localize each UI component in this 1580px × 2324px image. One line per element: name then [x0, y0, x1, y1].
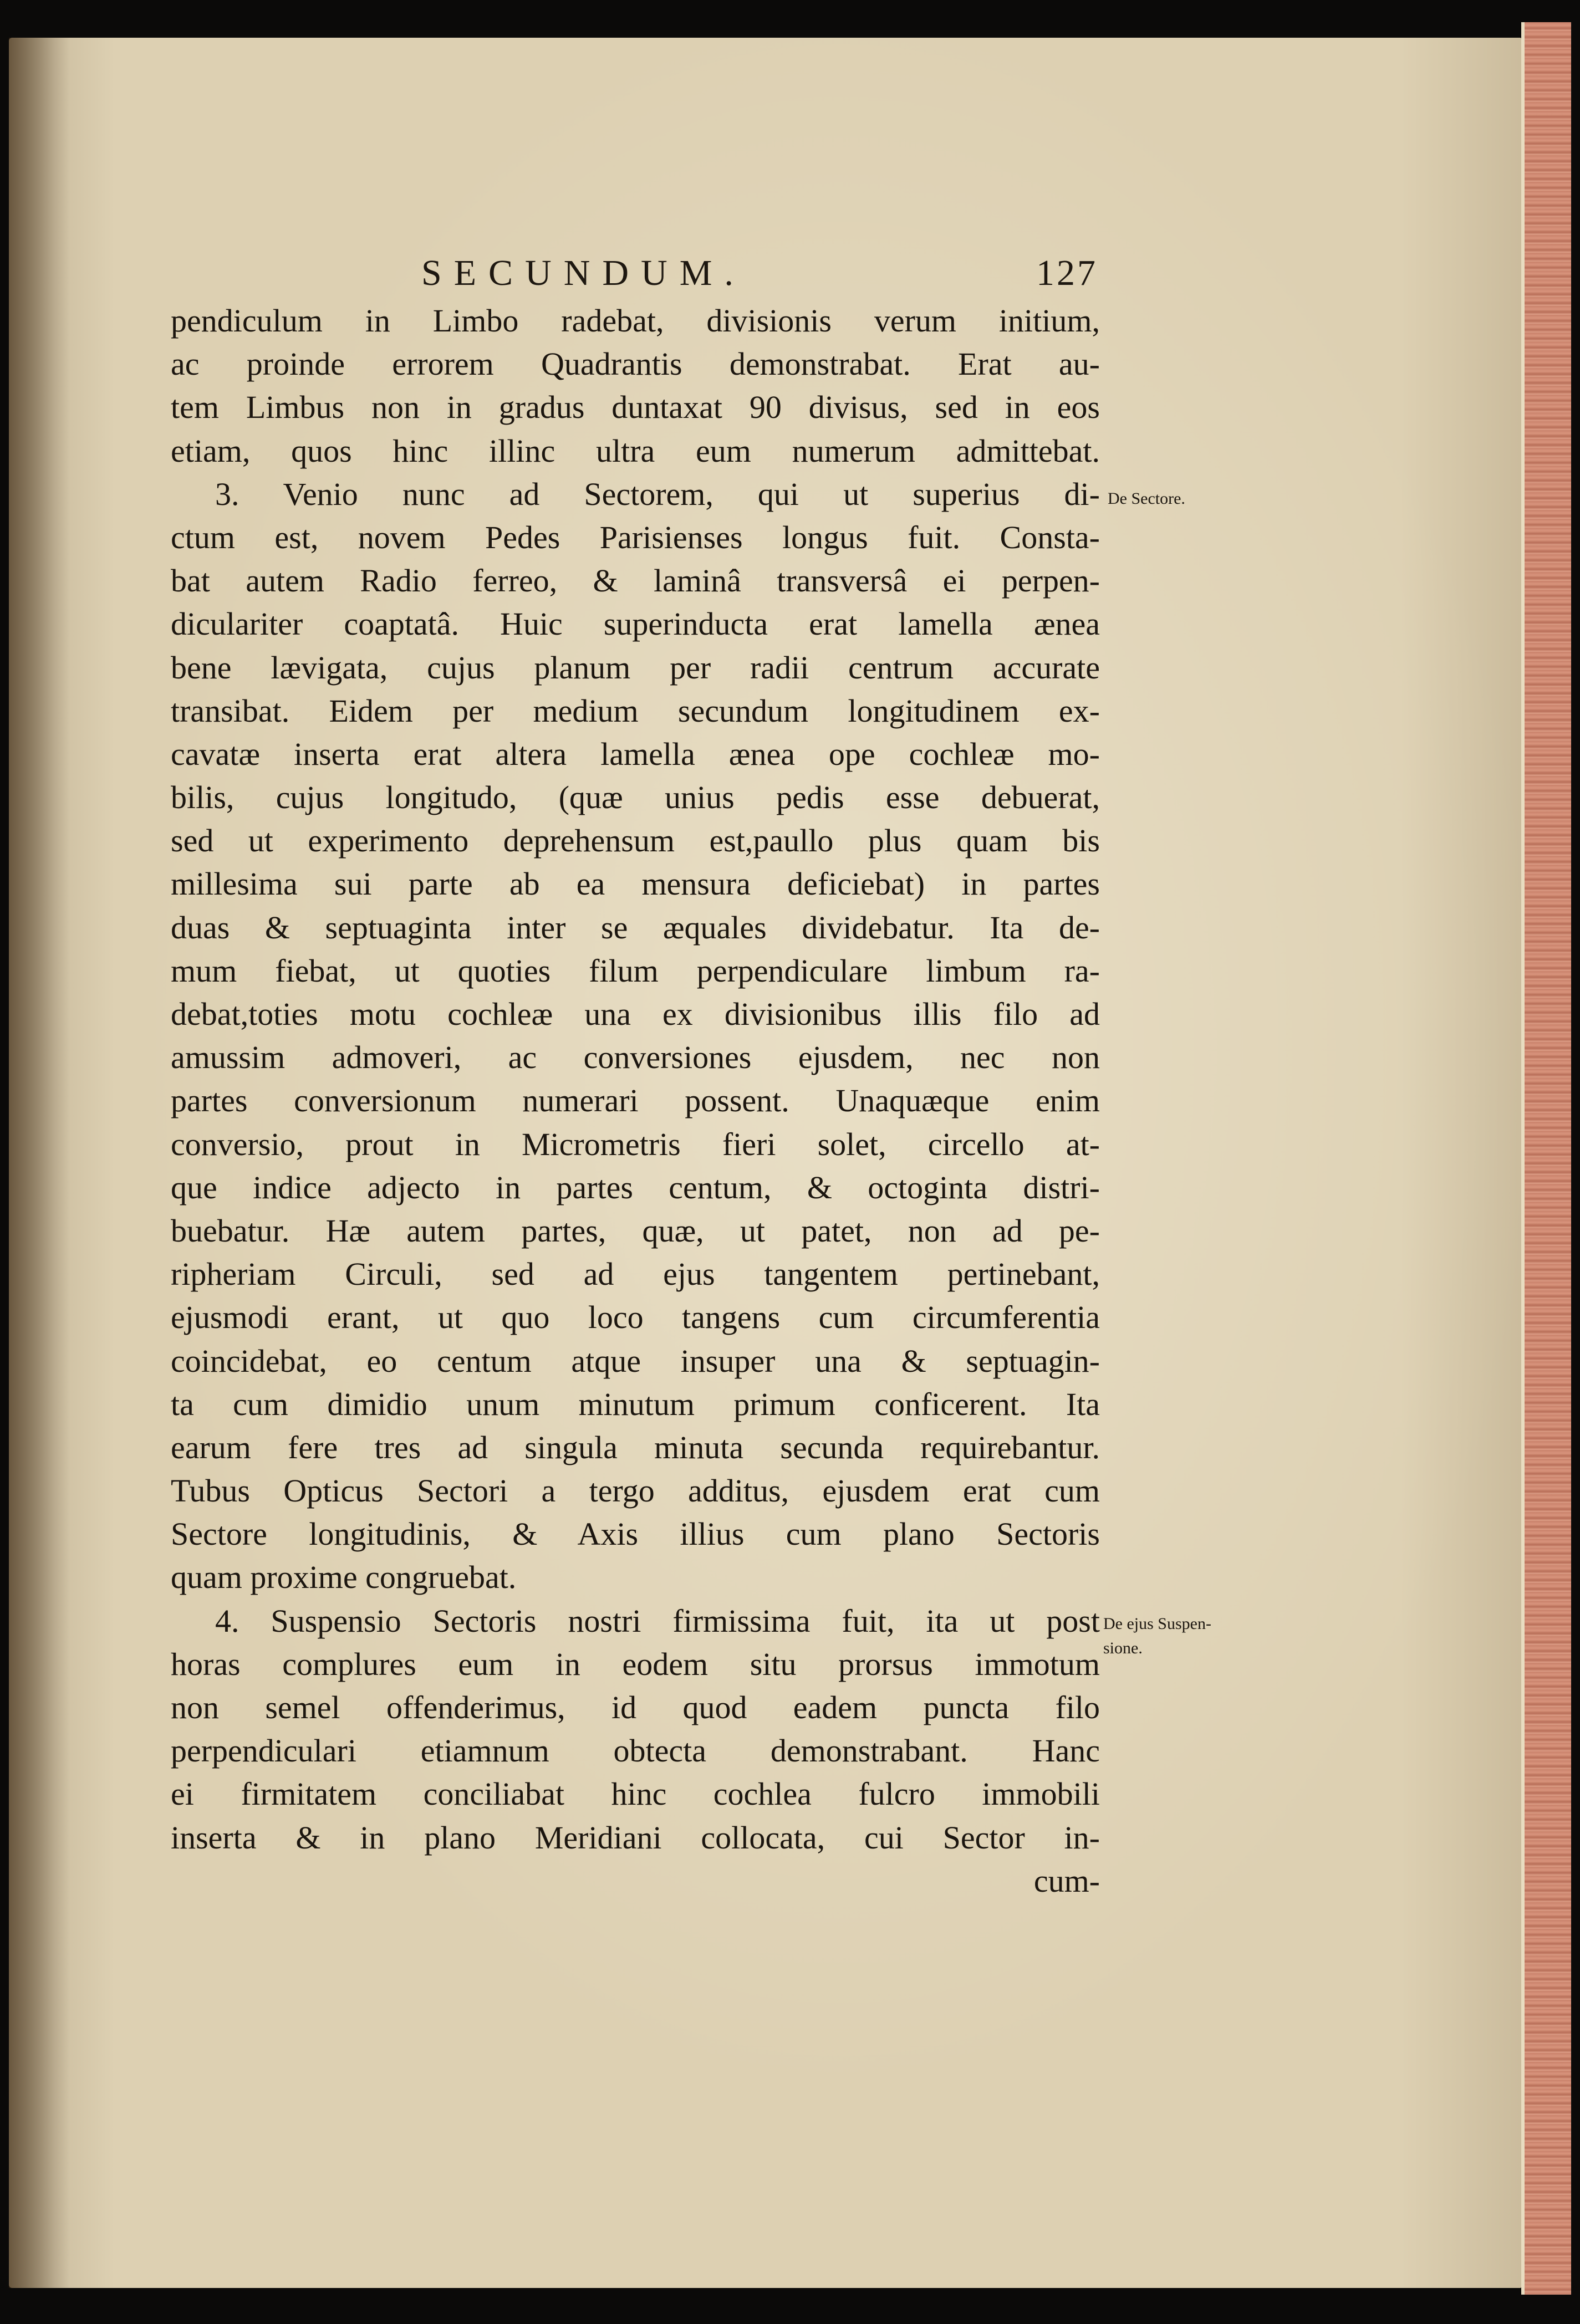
text-line: debat,toties motu cochleæ una ex divisionibus illis filo ad: [171, 996, 1100, 1032]
text-line: bene lævigata, cujus planum per radii centrum accurate: [171, 649, 1100, 686]
text-line: buebatur. Hæ autem partes, quæ, ut patet, non ad pe-: [171, 1212, 1100, 1249]
text-line: que indice adjecto in partes centum, & octoginta distri-: [171, 1169, 1100, 1206]
running-title: SECUNDUM.: [421, 253, 746, 293]
text-line: transibat. Eidem per medium secundum longitudinem ex-: [171, 692, 1100, 729]
text-line: mum fiebat, ut quoties filum perpendiculare limbum ra-: [171, 952, 1100, 989]
text-line: ctum est, novem Pedes Parisienses longus fuit. Consta-: [171, 519, 1100, 555]
marginal-note-de-suspensione: [1103, 1612, 1211, 1661]
marginal-note-line: De ejus Suspen-: [1103, 1615, 1211, 1633]
text-line: conversio, prout in Micrometris fieri solet, circello at-: [171, 1126, 1100, 1162]
text-line: etiam, quos hinc illinc ultra eum numerum admittebat.: [171, 432, 1100, 469]
page-fore-edge: [1521, 22, 1571, 2295]
text-line: perpendiculari etiamnum obtecta demonstrabant. Hanc: [171, 1733, 1100, 1769]
text-line: ac proinde errorem Quadrantis demonstrabat. Erat au-: [171, 346, 1100, 382]
text-line: earum fere tres ad singula minuta secunda requirebantur.: [171, 1429, 1100, 1465]
text-line: partes conversionum numerari possent. Unaquæque enim: [171, 1082, 1100, 1119]
page-number: 127: [1036, 253, 1098, 293]
marginal-note-de-sectore: De Sectore.: [1108, 489, 1185, 508]
text-line: 4. Suspensio Sectoris nostri firmissima fuit, ita ut post: [215, 1602, 1100, 1639]
text-line: quam proxime congruebat.: [171, 1559, 517, 1596]
text-line: 3. Venio nunc ad Sectorem, qui ut superius di-: [215, 476, 1100, 512]
text-line: millesima sui parte ab ea mensura deficiebat) in partes: [171, 866, 1100, 902]
text-line: inserta & in plano Meridiani collocata, cui Sector in-: [171, 1819, 1100, 1856]
text-line: cavatæ inserta erat altera lamella ænea ope cochleæ mo-: [171, 735, 1100, 772]
text-line: bilis, cujus longitudo, (quæ unius pedis esse debuerat,: [171, 779, 1100, 816]
gutter-shadow: [9, 38, 70, 2288]
main-text-block: [171, 299, 1100, 1903]
text-line: Tubus Opticus Sectori a tergo additus, ejusdem erat cum: [171, 1473, 1100, 1509]
text-line: Sectore longitudinis, & Axis illius cum plano Sectoris: [171, 1516, 1100, 1552]
text-line: bat autem Radio ferreo, & laminâ transversâ ei perpen-: [171, 563, 1100, 599]
text-line: ei firmitatem conciliabat hinc cochlea fulcro immobili: [171, 1776, 1100, 1812]
text-line: duas & septuaginta inter se æquales dividebatur. Ita de-: [171, 909, 1100, 946]
text-line: ripheriam Circuli, sed ad ejus tangentem pertinebant,: [171, 1256, 1100, 1293]
text-line: tem Limbus non in gradus duntaxat 90 divisus, sed in eos: [171, 389, 1100, 426]
marginal-note-line: sione.: [1103, 1639, 1143, 1657]
text-line: horas complures eum in eodem situ prorsus immotum: [171, 1646, 1100, 1682]
catchword: cum-: [1033, 1862, 1100, 1899]
page-header: [421, 252, 1098, 302]
text-line: pendiculum in Limbo radebat, divisionis verum initium,: [171, 303, 1100, 339]
text-line: ejusmodi erant, ut quo loco tangens cum circumferentia: [171, 1299, 1100, 1336]
text-line: non semel offenderimus, id quod eadem puncta filo: [171, 1689, 1100, 1725]
text-line: diculariter coaptatâ. Huic superinducta erat lamella ænea: [171, 606, 1100, 642]
text-line: ta cum dimidio unum minutum primum conficerent. Ita: [171, 1386, 1100, 1422]
text-line: amussim admoveri, ac conversiones ejusdem, nec non: [171, 1039, 1100, 1076]
text-line: sed ut experimento deprehensum est,paullo plus quam bis: [171, 823, 1100, 859]
text-line: coincidebat, eo centum atque insuper una & septuagin-: [171, 1342, 1100, 1379]
